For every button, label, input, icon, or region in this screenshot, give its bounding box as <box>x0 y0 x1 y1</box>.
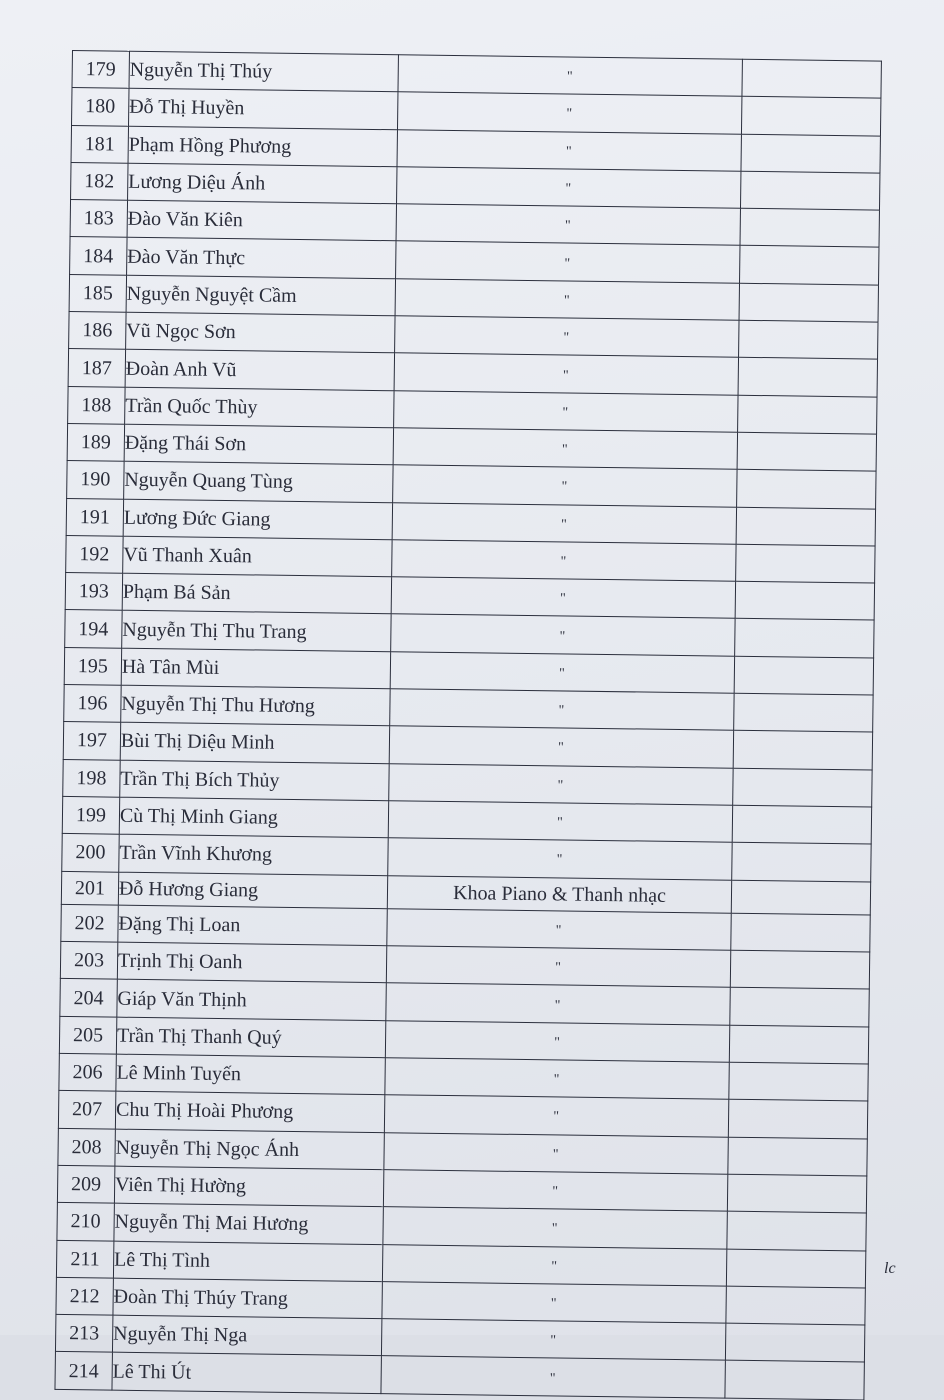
row-number: 194 <box>65 610 122 648</box>
person-name: Viên Thị Hường <box>114 1166 383 1207</box>
person-name: Bùi Thị Diệu Minh <box>120 723 389 764</box>
ditto-mark: " <box>396 204 741 246</box>
handwritten-initials: lc <box>884 1260 896 1277</box>
note-cell <box>738 358 877 397</box>
note-cell <box>734 731 873 770</box>
ditto-mark: " <box>388 763 733 805</box>
note-cell <box>739 283 878 322</box>
person-name: Trần Vĩnh Khương <box>119 834 388 875</box>
person-name: Vũ Ngọc Sơn <box>126 312 395 353</box>
note-cell <box>733 768 872 807</box>
person-name: Lương Đức Giang <box>123 499 392 540</box>
note-cell <box>726 1323 865 1362</box>
row-number: 180 <box>72 88 129 126</box>
note-cell <box>737 432 876 471</box>
note-cell <box>731 950 870 989</box>
note-cell <box>735 581 874 620</box>
person-name: Nguyễn Quang Tùng <box>124 461 393 502</box>
ditto-mark: " <box>384 1132 729 1174</box>
ditto-mark: " <box>382 1281 727 1323</box>
ditto-mark: " <box>386 983 731 1025</box>
person-name: Đỗ Thị Huyền <box>128 89 397 130</box>
person-name: Phạm Hồng Phương <box>128 126 397 167</box>
row-number: 199 <box>62 796 119 834</box>
note-cell <box>731 913 870 952</box>
row-number: 213 <box>55 1314 112 1352</box>
row-number: 202 <box>61 904 118 942</box>
ditto-mark: " <box>393 428 738 470</box>
note-cell <box>734 656 873 695</box>
person-name: Trần Thị Bích Thủy <box>120 760 389 801</box>
note-cell <box>738 395 877 434</box>
note-cell <box>736 507 875 546</box>
note-cell <box>729 1062 868 1101</box>
department-name: Khoa Piano & Thanh nhạc <box>387 875 732 913</box>
note-cell <box>728 1174 867 1213</box>
row-number: 211 <box>56 1240 113 1278</box>
person-name: Trần Quốc Thùy <box>125 387 394 428</box>
ditto-mark: " <box>390 651 735 693</box>
ditto-mark: " <box>394 353 739 395</box>
person-name: Cù Thị Minh Giang <box>119 797 388 838</box>
person-name: Đào Văn Kiên <box>127 200 396 241</box>
person-name: Đỗ Hương Giang <box>118 872 387 909</box>
ditto-mark: " <box>384 1095 729 1137</box>
row-number: 185 <box>69 274 126 312</box>
ditto-mark: " <box>387 909 732 951</box>
note-cell <box>741 134 880 173</box>
ditto-mark: " <box>386 946 731 988</box>
ditto-mark: " <box>391 540 736 582</box>
ditto-mark: " <box>385 1020 730 1062</box>
note-cell <box>737 470 876 509</box>
note-cell <box>728 1137 867 1176</box>
person-name: Vũ Thanh Xuân <box>123 536 392 577</box>
row-number: 183 <box>70 200 127 238</box>
person-name: Nguyễn Thị Thu Trang <box>122 611 391 652</box>
row-number: 190 <box>67 461 124 499</box>
row-number: 203 <box>60 942 117 980</box>
note-cell <box>741 171 880 210</box>
row-number: 193 <box>65 573 122 611</box>
staff-roster-table <box>54 50 881 1400</box>
note-cell <box>742 97 881 136</box>
note-cell <box>735 619 874 658</box>
person-name: Chu Thị Hoài Phương <box>115 1091 384 1132</box>
person-name: Nguyễn Thị Nga <box>112 1315 381 1356</box>
row-number: 192 <box>66 535 123 573</box>
ditto-mark: " <box>389 726 734 768</box>
row-number: 188 <box>68 386 125 424</box>
row-number: 208 <box>58 1128 115 1166</box>
ditto-mark: " <box>383 1170 728 1212</box>
row-number: 200 <box>62 834 119 872</box>
ditto-mark: " <box>393 390 738 432</box>
note-cell <box>730 988 869 1027</box>
ditto-mark: " <box>388 801 733 843</box>
row-number: 214 <box>55 1352 112 1390</box>
row-number: 204 <box>60 979 117 1017</box>
person-name: Giáp Văn Thịnh <box>117 980 386 1021</box>
row-number: 205 <box>59 1016 116 1054</box>
person-name: Nguyễn Thị Thúy <box>129 51 398 92</box>
row-number: 186 <box>69 312 126 350</box>
row-number: 187 <box>68 349 125 387</box>
ditto-mark: " <box>398 55 743 97</box>
ditto-mark: " <box>381 1319 726 1361</box>
row-number: 201 <box>61 871 118 905</box>
row-number: 184 <box>70 237 127 275</box>
ditto-mark: " <box>392 465 737 507</box>
note-cell <box>732 842 871 881</box>
ditto-mark: " <box>383 1207 728 1249</box>
row-number: 206 <box>59 1053 116 1091</box>
row-number: 207 <box>58 1091 115 1129</box>
ditto-mark: " <box>390 614 735 656</box>
ditto-mark: " <box>395 241 740 283</box>
note-cell <box>726 1286 865 1325</box>
person-name: Phạm Bá Sản <box>122 573 391 614</box>
note-cell <box>727 1211 866 1250</box>
ditto-mark: " <box>391 577 736 619</box>
note-cell <box>729 1100 868 1139</box>
ditto-mark: " <box>382 1244 727 1286</box>
note-cell <box>739 320 878 359</box>
person-name: Lê Thị Tình <box>113 1241 382 1282</box>
person-name: Nguyễn Thị Thu Hương <box>121 685 390 726</box>
person-name: Lê Minh Tuyến <box>116 1054 385 1095</box>
row-number: 182 <box>71 162 128 200</box>
ditto-mark: " <box>394 316 739 358</box>
person-name: Hà Tân Mùi <box>121 648 390 689</box>
person-name: Đặng Thái Sơn <box>124 424 393 465</box>
ditto-mark: " <box>397 92 742 134</box>
note-cell <box>742 59 881 98</box>
note-cell <box>732 880 871 915</box>
ditto-mark: " <box>381 1356 726 1398</box>
person-name: Trần Thị Thanh Quý <box>116 1017 385 1058</box>
row-number: 196 <box>64 684 121 722</box>
person-name: Lương Diệu Ánh <box>127 163 396 204</box>
person-name: Đào Văn Thực <box>126 238 395 279</box>
ditto-mark: " <box>395 279 740 321</box>
row-number: 189 <box>67 423 124 461</box>
person-name: Đặng Thị Loan <box>118 905 387 946</box>
note-cell <box>727 1249 866 1288</box>
note-cell <box>733 805 872 844</box>
ditto-mark: " <box>392 502 737 544</box>
person-name: Nguyễn Nguyệt Cầm <box>126 275 395 316</box>
person-name: Đoàn Thị Thúy Trang <box>113 1278 382 1319</box>
note-cell <box>740 246 879 285</box>
note-cell <box>740 208 879 247</box>
person-name: Nguyễn Thị Mai Hương <box>114 1203 383 1244</box>
row-number: 212 <box>56 1277 113 1315</box>
person-name: Nguyễn Thị Ngọc Ánh <box>115 1129 384 1170</box>
row-number: 197 <box>63 722 120 760</box>
row-number: 179 <box>72 51 129 89</box>
row-number: 210 <box>57 1203 114 1241</box>
ditto-mark: " <box>396 167 741 209</box>
person-name: Đoàn Anh Vũ <box>125 350 394 391</box>
person-name: Trịnh Thị Oanh <box>117 942 386 983</box>
person-name: Lê Thi Út <box>112 1353 381 1394</box>
row-number: 198 <box>63 759 120 797</box>
note-cell <box>736 544 875 583</box>
row-number: 209 <box>57 1165 114 1203</box>
ditto-mark: " <box>397 129 742 171</box>
row-number: 191 <box>66 498 123 536</box>
row-number: 181 <box>71 125 128 163</box>
ditto-mark: " <box>385 1058 730 1100</box>
row-number: 195 <box>64 647 121 685</box>
note-cell <box>734 693 873 732</box>
ditto-mark: " <box>389 689 734 731</box>
ditto-mark: " <box>387 838 732 880</box>
note-cell <box>730 1025 869 1064</box>
roster-body <box>55 51 881 1400</box>
note-cell <box>725 1361 864 1400</box>
